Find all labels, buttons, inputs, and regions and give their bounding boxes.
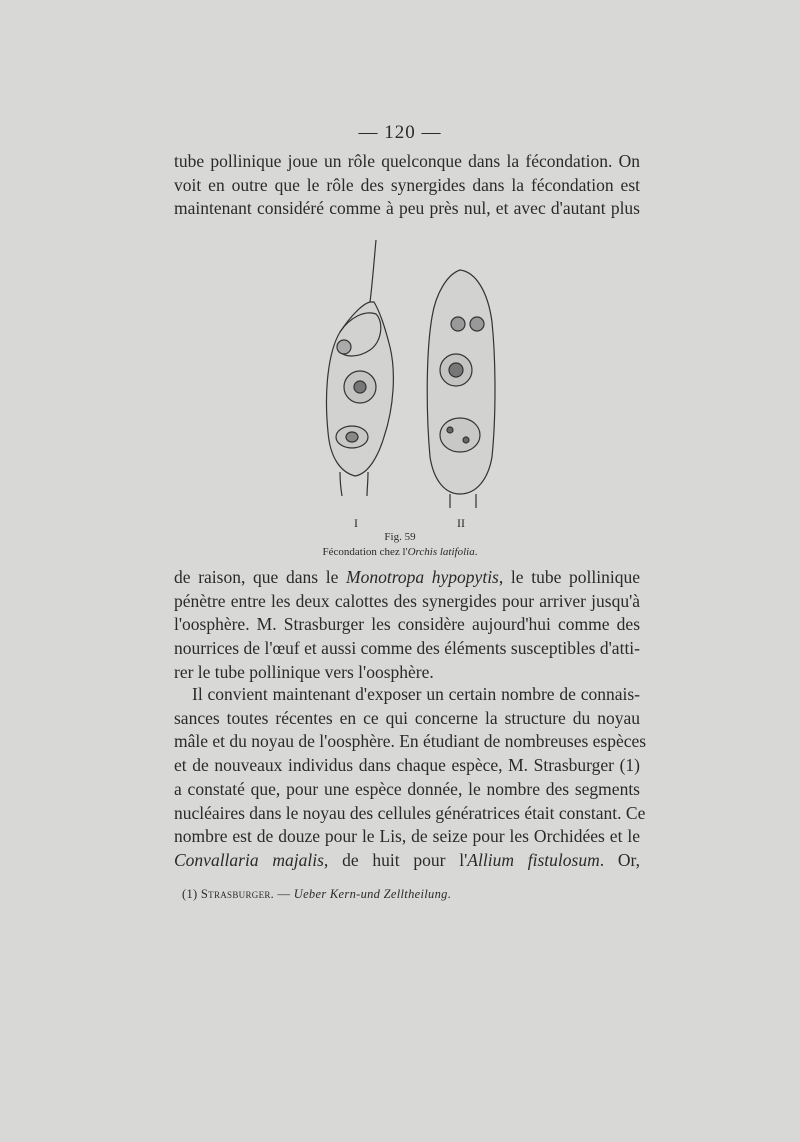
text-line: voit en outre que le rôle des synergides dans la fécondation est	[174, 174, 640, 195]
page-number: — 120 —	[358, 122, 442, 143]
fertilization-illustration	[310, 232, 510, 522]
text-line: a constaté que, pour une espèce donnée, le nombre des segments	[174, 778, 640, 799]
text-segment: de raison, que dans le	[174, 567, 347, 587]
text-line: pénètre entre les deux calottes des synergides pour arriver jusqu'à	[174, 590, 640, 611]
species-name: Monotropa hypopytis	[346, 567, 499, 587]
text-line: nucléaires dans le noyau des cellules génératrices était constant. Ce	[174, 802, 646, 823]
text-line: Il convient maintenant d'exposer un certain nombre de connais-	[192, 684, 640, 704]
text-line	[174, 849, 640, 873]
species-name: Allium fistulosum	[467, 849, 600, 870]
caption-suffix: .	[474, 546, 478, 558]
footnote-author: Strasburger	[200, 887, 271, 901]
text-line: mâle et du noyau de l'oosphère. En étudiant de nombreuses espèces	[174, 731, 647, 752]
figure-caption	[0, 546, 800, 558]
text-line: nombre est de douze pour le Lis, de seize pour les Orchidées et le	[174, 826, 640, 847]
text-line	[174, 566, 640, 590]
figure-number: Fig. 59	[384, 531, 416, 543]
paragraph-nuclear-segments	[174, 683, 647, 873]
footnote-end: .	[447, 887, 452, 901]
text-segment: . Or,	[599, 849, 641, 870]
footnote	[182, 887, 451, 902]
paragraph-monotropa	[174, 566, 640, 685]
figure-label-i: I	[354, 516, 358, 530]
footnote-marker: (1)	[182, 887, 201, 901]
footnote-title: Ueber Kern-und Zelltheilung	[293, 887, 448, 901]
text-line: tube pollinique joue un rôle quelconque dans la fécondation. On	[174, 151, 640, 171]
species-name: Convallaria majalis	[174, 849, 324, 870]
text-segment: , de huit pour l'	[323, 849, 468, 870]
text-line: nourrices de l'œuf et aussi comme des éléments susceptibles d'atti-	[174, 638, 640, 659]
text-line: rer le tube pollinique vers l'oosphère.	[174, 661, 434, 682]
text-line: l'oosphère. M. Strasburger les considère aujourd'hui comme des	[174, 614, 640, 635]
caption-species: Orchis latifolia	[407, 546, 475, 558]
footnote-separator: . —	[270, 887, 294, 901]
caption-prefix: Fécondation chez l'	[322, 546, 408, 558]
text-segment: , le tube pollinique	[498, 567, 641, 587]
text-line: et de nouveaux individus dans chaque espèce, M. Strasburger (1)	[174, 755, 640, 776]
text-line: sances toutes récentes en ce qui concerne la structure du noyau	[174, 707, 640, 728]
text-line: maintenant considéré comme à peu près nul, et avec d'autant plus	[174, 198, 640, 219]
figure-label-ii: II	[457, 516, 465, 530]
paragraph-continuation	[174, 150, 640, 221]
